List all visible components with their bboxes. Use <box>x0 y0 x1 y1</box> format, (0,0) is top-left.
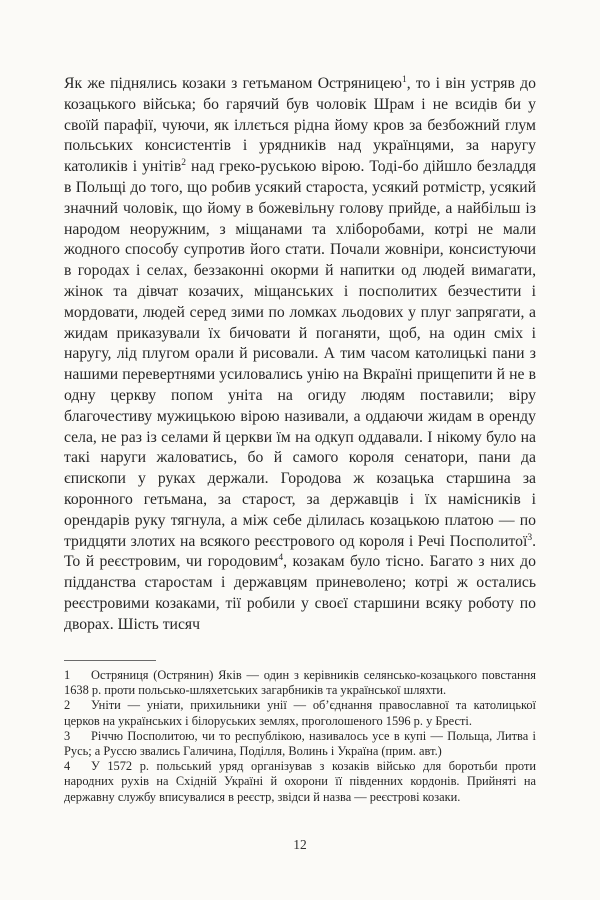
footnote-number: 2 <box>64 698 71 713</box>
footnote-item <box>64 759 536 805</box>
footnote-reference: 3 <box>527 532 533 543</box>
footnotes-section <box>64 668 536 805</box>
footnote-item <box>64 698 536 728</box>
footnote-text: У 1572 р. польський уряд організував з козаків військо для боротьби проти народних рухів на Східній Україні й охорони її південних кордонів. Прийняті на державну службу вписувалися в реєстр, звідси й назва — реєстрові козаки. <box>64 759 536 804</box>
footnote-text: Річчю Посполитою, чи то республікою, називалось усе в купі — Польща, Литва і Русь; а Руссю звались Галичина, Поділля, Волинь і Україна (прим. авт.) <box>64 728 536 759</box>
footnote-separator <box>64 660 156 661</box>
footnote-item <box>64 668 536 698</box>
footnote-reference: 1 <box>401 74 407 85</box>
footnote-reference: 2 <box>181 157 187 168</box>
footnote-number: 4 <box>64 759 71 774</box>
page-footer <box>0 836 600 854</box>
body-paragraph: Як же піднялись козаки з гетьманом Остряницею$^1$, то і він устряв до козацького війська; бо гарячий був чоловік Шрам і не всидів би у своїй парафії, чуючи, як іллється рідна йому кров за безбожний глум польських консистентів і урядників над українцями, за наругу католиків і унітів$^2$ над греко-руською вірою. Тоді-бо дійшло безладдя в Польщі до того, що робив усякий староста, усякий ротмістр, усякий значний чоловік, що йому в божевільну голову прийде, а найбільш із народом неоружним, з міщанами та хліборобами, котрі не мали жодного способу супротив його стати. Почали жовніри, консистуючи в городах і селах, беззаконні окорми й напитки од людей вимагати, жінок та дівчат козачих, міщанських і посполитих безчестити і мордовати, людей серед зими по ломках льодових у плуг запрягати, а жидам приказували їх бичовати й поганяти, щоб, на один сміх і наругу, лід плугом орали й рисовали. А тим часом католицькі пани з нашими перевертнями усиловались унію на Вкраїні прищепити й не в одну церкву попом уніта на огиду людям поставили; віру благочестиву мужицькою вірою називали, а оддаючи жидам в оренду села, не раз із селами й церкви їм на одкуп оддавали. І нікому було на такі наруги жаловатись, бо й самого короля сенатори, пани да єпископи у руках держали. Городова ж козацька старшина за коронного гетьмана, за старост, за державців і їх намісників і орендарів руку тягнула, а між себе ділилась козацькою платою — по тридцяти злотих на всякого реєстрового од короля і Речі Посполитої$^3$. То й реєстровим, чи городовим$^4$, козакам було тісно. Багато з них до підданства старостам і державцям приневолено; котрі ж остались реєстровими козаками, тії робили у своєї старшини всяку роботу по дворах. Шість тисяч <box>64 74 536 633</box>
footnote-item <box>64 729 536 759</box>
page-text-block <box>64 74 536 636</box>
footnote-number: 3 <box>64 728 71 743</box>
footnote-text: Уніти — уніати, прихильники унії — об’єднання православної та католицької церков на українських і білоруських землях, проголошеного 1596 р. у Бресті. <box>64 698 536 728</box>
footnote-number: 1 <box>64 668 71 682</box>
footnote-text: Остряниця (Острянин) Яків — один з керівників селянсько-козацького повстання 1638 р. проти польсько-шляхетських загарбників та української шляхти. <box>64 668 536 698</box>
page-number: 12 <box>293 837 307 852</box>
footnote-reference: 4 <box>278 553 284 564</box>
